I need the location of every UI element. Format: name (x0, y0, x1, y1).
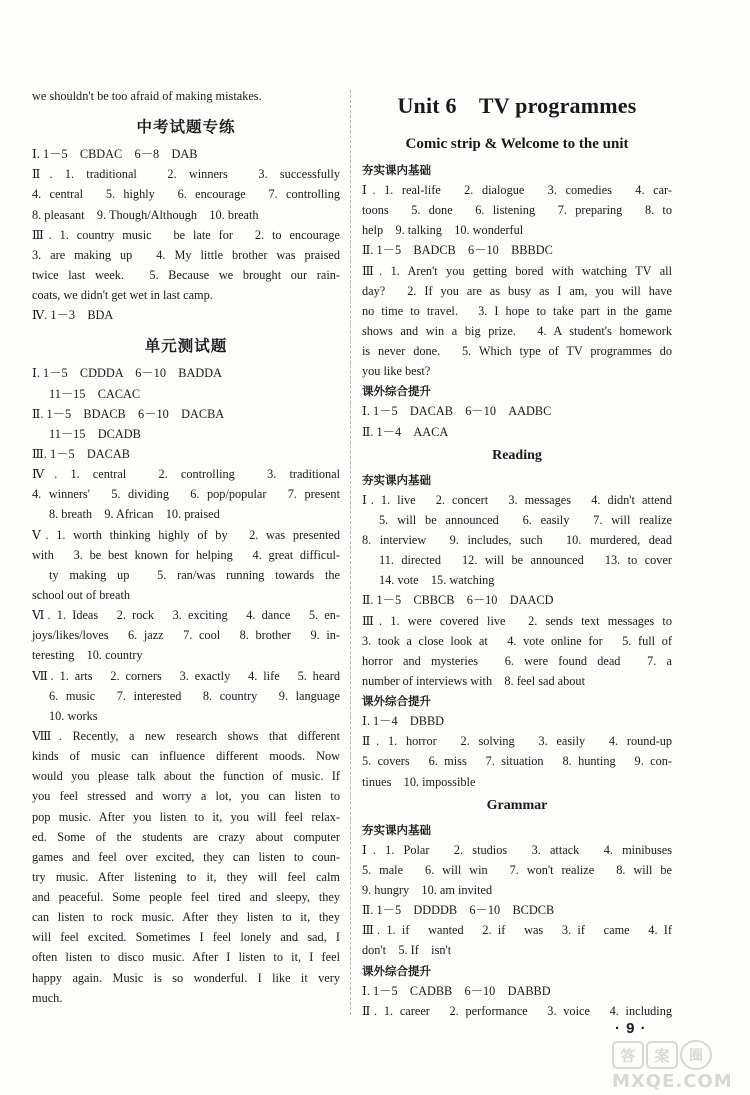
answer-line: tinues 10. impossible (362, 774, 476, 789)
answer-line: Ⅰ. 1－5 CBDAC 6－8 DAB (32, 147, 198, 162)
answer-line: Ⅴ. 1. worth thinking highly of by 2. was presented (32, 527, 340, 542)
answer-line: no time to travel. 3. I hope to take part in the game (362, 303, 672, 318)
answer-line: Ⅲ. 1. were covered live 2. sends text messages to (362, 613, 672, 628)
answer-line: twice last week. 5. Because we brought our rain- (32, 267, 340, 282)
label-extension: 课外综合提升 (362, 384, 431, 399)
answer-line: help 9. talking 10. wonderful (362, 223, 524, 238)
answer-line: ty making up 5. ran/was running towards the (49, 567, 340, 582)
watermark-char: 案 (646, 1041, 678, 1069)
answer-line: with 3. be best known for helping 4. great difficul- (32, 547, 340, 562)
carryover-line: we shouldn't be too afraid of making mistakes. (32, 89, 262, 103)
answer-line: 5. will be announced 6. easily 7. will realize (379, 512, 672, 527)
section-title-unit-test: 单元测试题 (144, 337, 228, 356)
essay-line: pop music. After you listen to it, you will feel relax- (32, 809, 340, 824)
answer-line: joys/likes/loves 6. jazz 7. cool 8. brother 9. in- (32, 628, 340, 643)
answer-line: Ⅱ. 1－5 CBBCB 6－10 DAACD (362, 593, 554, 608)
answer-line: 8. interview 9. includes, such 10. murdered, dead (362, 532, 672, 547)
subtitle-comic-strip: Comic strip & Welcome to the unit (405, 136, 629, 152)
grammar-extension-answers (362, 981, 672, 1021)
reading-basics-answers (362, 490, 672, 691)
unit-title: Unit 6 TV programmes (397, 93, 637, 118)
answer-line: 3. took a close look at 4. vote online for 5. full of (362, 633, 672, 648)
essay-line: kinds of music can influence different moods. Now (32, 749, 340, 764)
label-basics: 夯实课内基础 (362, 163, 431, 177)
label-basics: 夯实课内基础 (362, 472, 431, 487)
answer-line: you like best? (362, 364, 431, 379)
answer-line: Ⅳ. 1－3 BDA (32, 308, 114, 323)
answer-line: shows and win a big prize. 4. A student's homework (362, 323, 672, 338)
label-extension: 课外综合提升 (362, 694, 431, 709)
watermark-char: 圈 (680, 1040, 712, 1070)
answer-line: 11－15 DCADB (49, 426, 141, 441)
essay-line: and peaceful. Some people feel tired and sleepy, they (32, 890, 340, 905)
left-column (32, 86, 340, 1008)
answer-line: 9. hungry 10. am invited (362, 882, 493, 897)
answer-line: Ⅰ. 1. Polar 2. studios 3. attack 4. minibuses (362, 842, 672, 857)
section-title-exam-practice: 中考试题专练 (136, 118, 236, 137)
answer-line: horror and mysteries 6. were found dead 7. a (362, 653, 672, 668)
answer-line: Ⅰ. 1－5 CADBB 6－10 DABBD (362, 983, 551, 998)
answer-line: don't 5. If isn't (362, 943, 452, 958)
column-divider (350, 90, 351, 1015)
answer-line: Ⅲ. 1. country music be late for 2. to encourage (32, 227, 340, 242)
answer-line: Ⅱ. 1. career 2. performance 3. voice 4. including (362, 1003, 672, 1018)
essay-line: happy again. Music is so wonderful. I like it very (32, 970, 340, 985)
reading-extension-answers (362, 711, 672, 792)
answer-line: toons 5. done 6. listening 7. preparing 8. to (362, 203, 672, 218)
answer-line: number of interviews with 8. feel sad about (362, 673, 585, 688)
answer-line: 3. are making up 4. My little brother was praised (32, 247, 340, 262)
watermark-logo (612, 1040, 747, 1092)
answer-line: Ⅲ. 1. if wanted 2. if was 3. if came 4. If (362, 923, 672, 938)
watermark-char: 答 (612, 1041, 644, 1069)
answer-line: 6. music 7. interested 8. country 9. language (49, 688, 340, 703)
grammar-basics-answers (362, 840, 672, 961)
essay-line: can listen to rock music. After they listen to it, they (32, 910, 340, 925)
answer-line: 5. male 6. will win 7. won't realize 8. will be (362, 862, 672, 877)
answer-line: coats, we didn't get wet in last camp. (32, 288, 213, 303)
answer-line: Ⅱ. 1. horror 2. solving 3. easily 4. round-up (362, 734, 672, 749)
answer-line: Ⅱ. 1－4 AACA (362, 424, 449, 439)
answer-line: Ⅱ. 1－5 DDDDB 6－10 BCDCB (362, 903, 555, 918)
answer-line: school out of breath (32, 587, 131, 602)
essay-line: would you please talk about the function of music. If (32, 769, 340, 784)
essay-line: try music. After listening to it, they will feel calm (32, 869, 340, 884)
answer-line: Ⅰ. 1－5 CDDDA 6－10 BADDA (32, 366, 223, 381)
essay-line: ed. Some of the students are crazy about computer (32, 829, 340, 844)
answer-line: 11. directed 12. will be announced 13. to cover (379, 553, 672, 568)
answer-line: 4. winners' 5. dividing 6. pop/popular 7. present (32, 487, 340, 502)
answer-line: Ⅰ. 1. real-life 2. dialogue 3. comedies 4. car- (362, 183, 672, 197)
essay-line: will feel excited. Sometimes I feel lonely and sad, I (32, 930, 340, 945)
answer-line: Ⅱ. 1－5 BDACB 6－10 DACBA (32, 406, 225, 421)
answer-line: 11－15 CACAC (49, 386, 141, 401)
label-extension: 课外综合提升 (362, 963, 431, 978)
essay-line: games and feel over excited, they can listen to coun- (32, 849, 340, 864)
answer-line: Ⅳ. 1. central 2. controlling 3. traditional (32, 467, 340, 482)
answer-line: day? 2. If you are as busy as I am, you will have (362, 283, 672, 298)
answer-line: 8. breath 9. African 10. praised (49, 507, 220, 522)
answer-line: Ⅲ. 1. Aren't you getting bored with watching TV all (362, 263, 672, 278)
essay-line: you feel stressed and worry a lot, you can listen to (32, 789, 340, 804)
unit-test-answers (32, 363, 340, 1008)
welcome-extension-answers (362, 401, 672, 441)
answer-line: Ⅰ. 1－5 DACAB 6－10 AADBC (362, 404, 552, 419)
answer-line: 5. covers 6. miss 7. situation 8. hunting 9. con- (362, 754, 672, 769)
answer-line: 4. central 5. highly 6. encourage 7. controlling (32, 187, 340, 202)
watermark-url: MXQE.COM (612, 1071, 733, 1092)
subtitle-grammar: Grammar (486, 797, 548, 813)
label-basics: 夯实课内基础 (362, 822, 431, 837)
answer-line: Ⅵ. 1. Ideas 2. rock 3. exciting 4. dance 5. en- (32, 608, 340, 623)
answer-line: teresting 10. country (32, 648, 143, 663)
answer-line: Ⅱ. 1. traditional 2. winners 3. successfully (32, 167, 340, 182)
answer-line: 14. vote 15. watching (379, 573, 495, 588)
answer-line: Ⅰ. 1－4 DBBD (362, 714, 445, 729)
essay-line: much. (32, 990, 63, 1005)
answer-line: Ⅰ. 1. live 2. concert 3. messages 4. didn't attend (362, 492, 672, 507)
subtitle-reading: Reading (492, 447, 542, 463)
answer-line: Ⅱ. 1－5 BADCB 6－10 BBBDC (362, 243, 553, 258)
exam-practice-answers (32, 144, 340, 325)
answer-line: Ⅶ. 1. arts 2. corners 3. exactly 4. life 5. heard (32, 668, 340, 683)
page-number: · 9 · (615, 1020, 647, 1037)
welcome-basics-answers (362, 180, 672, 381)
right-column (362, 86, 672, 1021)
essay-line: Ⅷ. Recently, a new research shows that different (32, 728, 340, 743)
answer-line: 8. pleasant 9. Though/Although 10. breath (32, 207, 259, 222)
answer-line: is never done. 5. Which type of TV programmes do (362, 344, 672, 359)
answer-line: 10. works (49, 708, 98, 723)
essay-line: often listen to disco music. After I listen to it, I feel (32, 950, 340, 965)
answer-line: Ⅲ. 1－5 DACAB (32, 446, 130, 461)
